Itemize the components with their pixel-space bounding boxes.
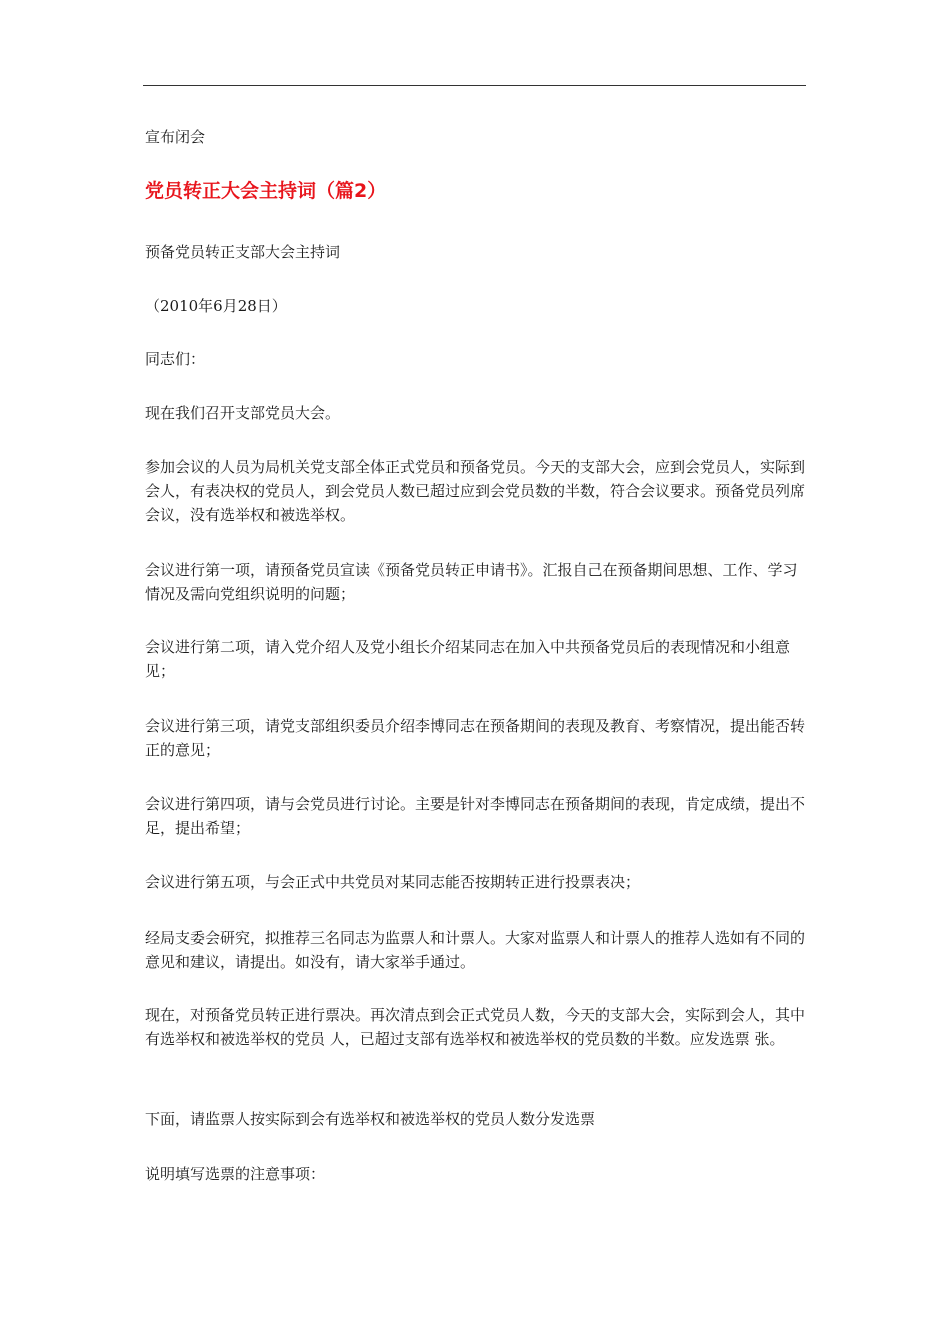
paragraph: 会议进行第一项，请预备党员宣读《预备党员转正申请书》。汇报自己在预备期间思想、工作、学习情况及需向党组织说明的问题； <box>145 561 798 603</box>
paragraph: 会议进行第五项，与会正式中共党员对某同志能否按期转正进行投票表决； <box>145 873 641 891</box>
paragraph: 经局支委会研究，拟推荐三名同志为监票人和计票人。大家对监票人和计票人的推荐人选如有不同的意见和建议，请提出。如没有，请大家举手通过。 <box>145 929 806 971</box>
paragraph: 现在，对预备党员转正进行票决。再次清点到会正式党员人数，今天的支部大会，实际到会人，其中有选举权和被选举权的党员 人，已超过支部有选举权和被选举权的党员数的半数。应发选票 张。 <box>145 1006 806 1048</box>
paragraph: 会议进行第四项，请与会党员进行讨论。主要是针对李博同志在预备期间的表现，肯定成绩，提出不足，提出希望； <box>145 795 806 837</box>
paragraph: 会议进行第三项，请党支部组织委员介绍李博同志在预备期间的表现及教育、考察情况，提出能否转正的意见； <box>145 717 806 759</box>
document-date: （2010年6月28日） <box>145 297 287 315</box>
section-heading: 党员转正大会主持词（篇2） <box>145 180 387 202</box>
document-subtitle: 预备党员转正支部大会主持词 <box>145 243 341 261</box>
paragraph: 会议进行第二项，请入党介绍人及党小组长介绍某同志在加入中共预备党员后的表现情况和小组意见； <box>145 638 791 680</box>
paragraph: 参加会议的人员为局机关党支部全体正式党员和预备党员。今天的支部大会，应到会党员人，实际到会人，有表决权的党员人，到会党员人数已超过应到会党员数的半数，符合会议要求。预备党员列席会议，没有选举权和被选举权。 <box>145 458 806 524</box>
paragraph: 说明填写选票的注意事项： <box>145 1165 326 1183</box>
paragraph: 下面，请监票人按实际到会有选举权和被选举权的党员人数分发选票 <box>145 1110 596 1128</box>
paragraph: 现在我们召开支部党员大会。 <box>145 404 341 422</box>
top-divider <box>143 85 806 86</box>
paragraph: 同志们： <box>145 350 206 368</box>
closing-line: 宣布闭会 <box>145 128 206 146</box>
